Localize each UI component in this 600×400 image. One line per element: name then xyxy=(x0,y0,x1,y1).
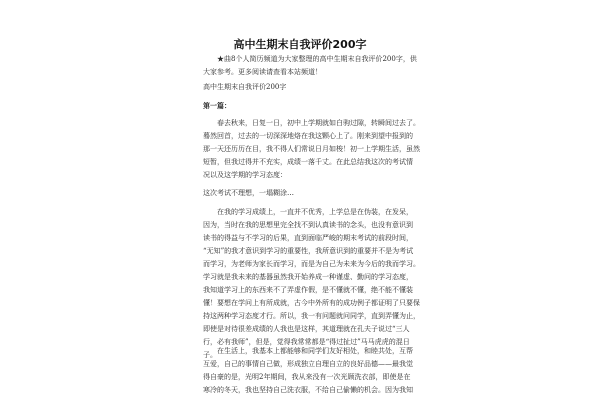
paragraph-line: 读书的得益与不学习的后果，直到面临严峻的期末考试的前段时间， xyxy=(203,234,413,242)
paragraph-line: 蓦然回首，过去的一切深深地烙在我这颗心上了。刚来到望中报到的 xyxy=(203,132,413,140)
paragraph-line: 懂！要想在学问上有所成就，古今中外所有的成功例子都证明了只要保 xyxy=(203,299,420,307)
paragraph-line: 即使是对待很差成绩的人我也是这样，其道理就在孔夫子说过“三人 xyxy=(203,325,410,333)
paragraph-2 xyxy=(203,187,399,200)
paragraph-line: 春去秋来，日复一日，初中上学期就如白驹过隙，转瞬间过去了。 xyxy=(217,119,420,127)
section-label: 第一篇： xyxy=(203,101,231,110)
paragraph-line: 互爱，自己的事情自己做，形成独立自理自立的良好品德——最我觉 xyxy=(203,360,413,368)
paragraph-line: 在生活上，我基本上都能够和同学们友好相处，和睦共处，互帮 xyxy=(217,347,413,355)
paragraph-1 xyxy=(203,117,420,182)
paragraph-line: 我知道学习上的东西来不了弄虚作假，是不懂就不懂，绝不能不懂装 xyxy=(203,286,413,294)
paragraph-line: 行，必有我师”，但是，觉得我常常都是“得过扯过”马马虎虎的混日 xyxy=(203,338,410,346)
paragraph-line: 学习就是我未来的基器虽然我开始养成一种谨虚、勤问的学习态度， xyxy=(203,273,413,281)
paragraph-line: 短暂，但我过得并不充实，成绩一落千丈。在此总结我这次的考试情 xyxy=(203,158,413,166)
paragraph-line: 得自豪的是，光明2年期间，我从来没有一次光顾洗衣部，即使是在 xyxy=(203,373,411,381)
intro-paragraph xyxy=(203,53,417,79)
paragraph-line: 这次考试不理想，一塌糊涂… xyxy=(203,189,294,197)
document-subtitle: 高中生期末自我评价200字 xyxy=(203,83,287,91)
paragraph-line: 因为，当时在我的思想里完全找不到认真读书的念头，也没有意识到 xyxy=(203,221,413,229)
paragraph-3 xyxy=(203,206,420,362)
paragraph-line: 那一天还历历在目，我不得人们常说日月如梭！初一上学期生活，虽然 xyxy=(203,145,420,153)
paragraph-line: 在我的学习成绩上，一直并不优秀，上学总是在伪装，在发呆， xyxy=(217,208,413,216)
section-label-block xyxy=(203,99,399,112)
paragraph-4 xyxy=(203,345,413,397)
document-title: 高中生期末自我评价200字 xyxy=(233,38,367,51)
paragraph-line: 寒冷的冬天，我也坚持自己洗衣服，不给自己偷懒的机会。因为我知 xyxy=(203,386,413,394)
paragraph-line: 而学习，为老师为家长而学习，而是为自己为未来为今后的我而学习。 xyxy=(203,260,420,268)
intro-line: 大家参考。更多阅读请查看本站频道！ xyxy=(203,68,322,76)
paragraph-line: 持这两种学习态度才行。所以，我一有问题就问同学，直到弄懂为止， xyxy=(203,312,420,320)
document-subtitle-block xyxy=(203,81,399,94)
paragraph-line: 况以及这学期的学习态度： xyxy=(203,171,287,179)
paragraph-line: “无知”的我才意识到学习的重要性，我所意识到的重要并不是为考试 xyxy=(203,247,414,255)
intro-line: ★曲8个人简历频道为大家整理的高中生期末自我评价200字，供 xyxy=(217,55,417,63)
paragraph-line: 子。 xyxy=(203,351,217,359)
